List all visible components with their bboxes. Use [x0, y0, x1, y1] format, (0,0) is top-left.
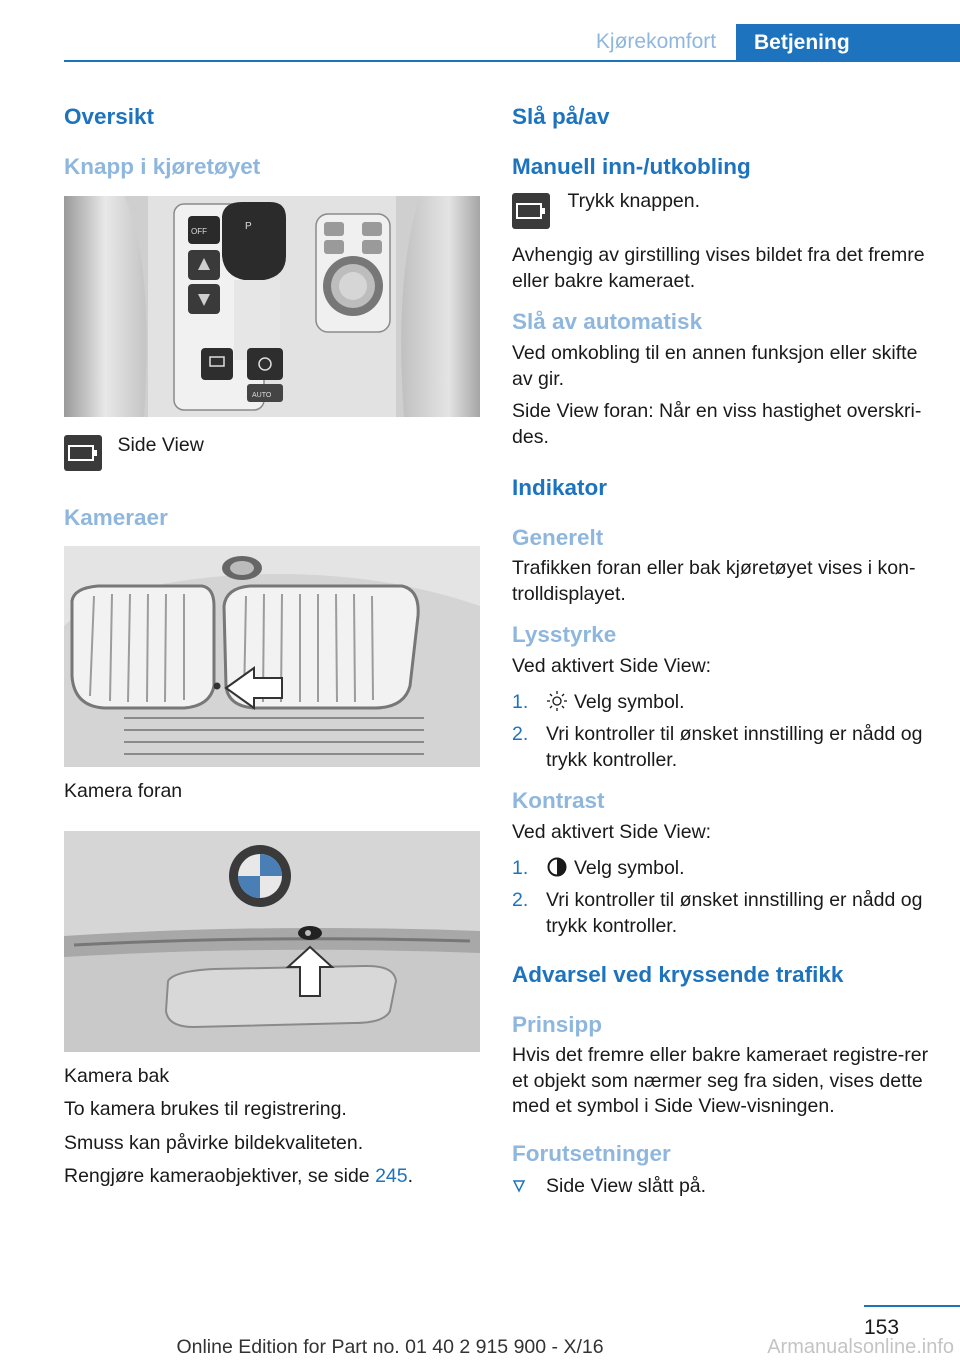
text-clean-lens: Rengjøre kameraobjektiver, se side 245.	[64, 1165, 414, 1187]
triangle-bullet-icon	[512, 1179, 526, 1193]
brightness-icon	[546, 690, 568, 712]
side-view-button-icon-2[interactable]	[512, 193, 550, 229]
heading-auto-off: Slå av automatisk	[512, 309, 703, 334]
list-item: 1. Velg symbol.	[512, 690, 685, 713]
left-column	[64, 96, 482, 1190]
list-item: Side View slått på.	[512, 1174, 932, 1200]
text-side-view-front: Side View foran: Når en viss hastighet overskri-des.	[512, 400, 922, 448]
page-number: 153	[864, 1316, 900, 1339]
heading-overview: Oversikt	[64, 104, 155, 129]
press-button-text: Trykk knappen.	[567, 190, 701, 212]
text-active-brightness: Ved aktivert Side View:	[512, 655, 712, 677]
caption-front-camera: Kamera foran	[64, 780, 183, 802]
console-photo	[64, 196, 480, 417]
list-item: 2. Vri kontroller til ønsket innstilling er nådd og trykk kontroller.	[512, 889, 923, 937]
heading-cameras: Kameraer	[64, 505, 168, 530]
caption-rear-camera: Kamera bak	[64, 1064, 170, 1087]
text-traffic: Trafikken foran eller bak kjøretøyet vises i kon-trolldisplayet.	[512, 557, 916, 605]
page-number-rule	[864, 1305, 960, 1307]
heading-general: Generelt	[512, 525, 604, 550]
side-view-button-icon[interactable]	[64, 435, 102, 471]
list-item: 1. Velg symbol.	[512, 856, 685, 879]
heading-cross-traffic: Advarsel ved kryssende trafikk	[512, 962, 844, 987]
text-switching: Ved omkobling til en annen funksjon eller skifte av gir.	[512, 342, 918, 390]
contrast-steps	[512, 856, 932, 940]
heading-manual: Manuell inn-/utkobling	[512, 154, 751, 179]
text-two-cameras: To kamera brukes til registrering.	[64, 1098, 347, 1120]
press-button-row	[512, 190, 932, 233]
heading-prerequisites: Forutsetninger	[512, 1140, 671, 1166]
brightness-steps	[512, 690, 932, 774]
gear-p-label: P	[245, 221, 252, 232]
heading-indicator: Indikator	[512, 475, 608, 500]
sport-off-label: OFF	[191, 227, 207, 236]
side-view-row	[64, 435, 482, 475]
right-column	[512, 96, 932, 1199]
text-dirt: Smuss kan påvirke bildekvaliteten.	[64, 1131, 364, 1154]
heading-principle: Prinsipp	[512, 1012, 603, 1037]
header-section-tab[interactable]: Kjørekomfort	[595, 30, 717, 53]
header-rule	[64, 60, 960, 62]
front-camera-photo	[64, 546, 480, 767]
contrast-icon	[546, 856, 568, 878]
auto-hold-label: AUTO	[252, 392, 272, 399]
text-active-contrast: Ved aktivert Side View:	[512, 821, 712, 843]
footer	[0, 1336, 960, 1359]
watermark: Armanualsonline.info	[767, 1336, 954, 1358]
list-item: 2. Vri kontroller til ønsket innstilling er nådd og trykk kontroller.	[512, 723, 923, 771]
heading-brightness: Lysstyrke	[512, 622, 617, 647]
edition-text: Online Edition for Part no. 01 40 2 915 900 - X/16	[176, 1336, 604, 1358]
page-link-245[interactable]: 245	[375, 1165, 408, 1187]
rear-camera-photo	[64, 831, 480, 1052]
text-principle: Hvis det fremre eller bakre kameraet registre-rer et objekt som nærmer seg fra siden, vises dette med et symbol i Side View-visningen.	[512, 1044, 929, 1117]
side-view-label: Side View	[117, 434, 204, 456]
text-depends-gear: Avhengig av girstilling vises bildet fra det fremre eller bakre kameraet.	[512, 244, 925, 292]
heading-contrast: Kontrast	[512, 788, 605, 813]
heading-on-off: Slå på/av	[512, 104, 610, 129]
header-chapter-tab[interactable]: Betjening	[736, 24, 960, 62]
heading-button-in-vehicle: Knapp i kjøretøyet	[64, 154, 261, 179]
